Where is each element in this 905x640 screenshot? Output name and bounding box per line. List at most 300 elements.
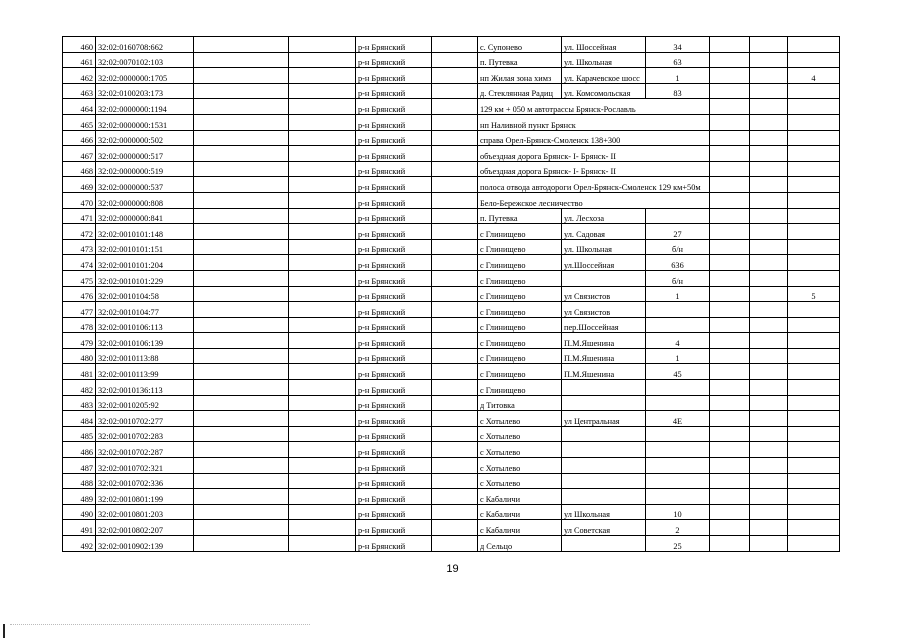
extra-value-cell [788,333,840,349]
house-number-cell: 83 [646,83,710,99]
district-cell: р-н Брянский [356,146,432,162]
location-cell: с Глинищево [478,270,562,286]
empty-cell [289,411,356,427]
house-number-cell [646,473,710,489]
row-number: 479 [63,333,96,349]
street-cell: ул. Комсомольская [562,83,646,99]
cadastral-number: 32:02:0000000:1531 [96,114,194,130]
extra-value-cell [788,520,840,536]
empty-cell [432,473,478,489]
row-number: 466 [63,130,96,146]
empty-cell [194,473,289,489]
table-row [63,208,840,224]
district-cell: р-н Брянский [356,536,432,552]
house-number-cell: 10 [646,504,710,520]
empty-cell [750,52,788,68]
empty-cell [710,504,750,520]
cadastral-number: 32:02:0010106:113 [96,317,194,333]
empty-cell [289,286,356,302]
cadastral-number: 32:02:0000000:502 [96,130,194,146]
location-cell: с. Супонево [478,37,562,53]
house-number-cell [646,395,710,411]
empty-cell [432,177,478,193]
location-cell: Бело-Бережское лесничество [478,192,710,208]
empty-cell [194,208,289,224]
extra-value-cell [788,426,840,442]
empty-cell [289,130,356,146]
street-cell: пер.Шоссейная [562,317,646,333]
cadastral-number: 32:02:0100203:173 [96,83,194,99]
empty-cell [289,302,356,318]
empty-cell [432,146,478,162]
cadastral-number: 32:02:0010101:148 [96,224,194,240]
house-number-cell: 27 [646,224,710,240]
street-cell: ул. Школьная [562,239,646,255]
empty-cell [194,536,289,552]
table-row [63,302,840,318]
table-row [63,426,840,442]
empty-cell [432,520,478,536]
table-row [63,99,840,115]
cadastral-number: 32:02:0010702:283 [96,426,194,442]
extra-value-cell [788,364,840,380]
district-cell: р-н Брянский [356,364,432,380]
district-cell: р-н Брянский [356,208,432,224]
empty-cell [710,333,750,349]
street-cell: ул. Садовая [562,224,646,240]
street-cell: ул.Шоссейная [562,255,646,271]
location-cell: с Глинищево [478,364,562,380]
cadastral-number: 32:02:0160708:662 [96,37,194,53]
district-cell: р-н Брянский [356,52,432,68]
location-cell: с Кабаличи [478,520,562,536]
empty-cell [750,348,788,364]
empty-cell [750,239,788,255]
extra-value-cell [788,114,840,130]
row-number: 461 [63,52,96,68]
location-cell: с Хотылево [478,458,562,474]
location-cell: с Хотылево [478,442,562,458]
empty-cell [289,348,356,364]
empty-cell [289,99,356,115]
empty-cell [750,161,788,177]
empty-cell [710,83,750,99]
empty-cell [194,192,289,208]
table-row [63,348,840,364]
location-cell: с Глинищево [478,317,562,333]
street-cell: П.М.Яшенина [562,364,646,380]
empty-cell [432,114,478,130]
street-cell: П.М.Яшенина [562,333,646,349]
empty-cell [710,161,750,177]
extra-value-cell [788,270,840,286]
cadastral-number: 32:02:0010801:203 [96,504,194,520]
table-row [63,270,840,286]
district-cell: р-н Брянский [356,83,432,99]
empty-cell [432,348,478,364]
house-number-cell [646,426,710,442]
row-number: 462 [63,68,96,84]
street-cell: П.М.Яшенина [562,348,646,364]
location-cell: с Хотылево [478,411,562,427]
district-cell: р-н Брянский [356,270,432,286]
empty-cell [710,473,750,489]
empty-cell [750,270,788,286]
row-number: 487 [63,458,96,474]
empty-cell [432,99,478,115]
house-number-cell: б/н [646,239,710,255]
empty-cell [710,489,750,505]
empty-cell [194,317,289,333]
row-number: 468 [63,161,96,177]
register-rows [63,37,840,552]
empty-cell [432,411,478,427]
district-cell: р-н Брянский [356,255,432,271]
table-row [63,317,840,333]
street-cell: ул. Лесхоза [562,208,646,224]
empty-cell [750,224,788,240]
empty-cell [710,348,750,364]
location-cell: п. Путевка [478,208,562,224]
empty-cell [432,364,478,380]
cadastral-number: 32:02:0010702:277 [96,411,194,427]
empty-cell [710,177,750,193]
empty-cell [194,130,289,146]
cadastral-number: 32:02:0000000:517 [96,146,194,162]
empty-cell [750,426,788,442]
district-cell: р-н Брянский [356,489,432,505]
extra-value-cell [788,442,840,458]
location-cell: с Глинищево [478,239,562,255]
row-number: 483 [63,395,96,411]
empty-cell [750,458,788,474]
extra-value-cell [788,177,840,193]
extra-value-cell [788,37,840,53]
extra-value-cell [788,380,840,396]
district-cell: р-н Брянский [356,161,432,177]
empty-cell [289,364,356,380]
location-cell: полоса отвода автодороги Орел-Брянск-Смоленск 129 км+50м [478,177,710,193]
house-number-cell: 1 [646,348,710,364]
empty-cell [194,99,289,115]
empty-cell [289,317,356,333]
cadastral-number: 32:02:0010106:139 [96,333,194,349]
empty-cell [432,192,478,208]
district-cell: р-н Брянский [356,426,432,442]
row-number: 476 [63,286,96,302]
street-cell: ул Центральная [562,411,646,427]
house-number-cell [646,458,710,474]
house-number-cell [646,442,710,458]
empty-cell [750,83,788,99]
cadastral-number: 32:02:0010702:287 [96,442,194,458]
table-row [63,364,840,380]
table-row [63,395,840,411]
district-cell: р-н Брянский [356,395,432,411]
cadastral-number: 32:02:0010902:139 [96,536,194,552]
location-cell: с Глинищево [478,380,562,396]
empty-cell [432,536,478,552]
row-number: 467 [63,146,96,162]
row-number: 489 [63,489,96,505]
row-number: 471 [63,208,96,224]
empty-cell [194,239,289,255]
empty-cell [289,395,356,411]
cadastral-number: 32:02:0010702:321 [96,458,194,474]
table-row [63,83,840,99]
cadastral-number: 32:02:0070102:103 [96,52,194,68]
row-number: 475 [63,270,96,286]
empty-cell [710,130,750,146]
district-cell: р-н Брянский [356,380,432,396]
district-cell: р-н Брянский [356,286,432,302]
empty-cell [432,489,478,505]
cadastral-number: 32:02:0010101:151 [96,239,194,255]
house-number-cell: 1 [646,286,710,302]
empty-cell [750,177,788,193]
empty-cell [750,114,788,130]
table-row [63,239,840,255]
empty-cell [194,458,289,474]
location-cell: с Кабаличи [478,504,562,520]
empty-cell [750,364,788,380]
table-row [63,68,840,84]
empty-cell [710,192,750,208]
empty-cell [432,37,478,53]
extra-value-cell [788,473,840,489]
empty-cell [750,395,788,411]
empty-cell [432,380,478,396]
district-cell: р-н Брянский [356,520,432,536]
cadastral-number: 32:02:0000000:537 [96,177,194,193]
extra-value-cell [788,348,840,364]
empty-cell [289,114,356,130]
cadastral-number: 32:02:0010101:229 [96,270,194,286]
extra-value-cell [788,239,840,255]
empty-cell [194,270,289,286]
empty-cell [289,255,356,271]
district-cell: р-н Брянский [356,348,432,364]
binding-mark [3,624,5,638]
cadastral-number: 32:02:0000000:1194 [96,99,194,115]
extra-value-cell [788,536,840,552]
table-row [63,161,840,177]
cadastral-number: 32:02:0010136:113 [96,380,194,396]
empty-cell [289,37,356,53]
empty-cell [750,68,788,84]
house-number-cell [646,489,710,505]
empty-cell [432,208,478,224]
empty-cell [750,192,788,208]
empty-cell [194,52,289,68]
extra-value-cell [788,224,840,240]
district-cell: р-н Брянский [356,473,432,489]
empty-cell [432,255,478,271]
empty-cell [194,161,289,177]
street-cell: ул Связистов [562,302,646,318]
empty-cell [750,286,788,302]
location-cell: нп Жилая зона химз [478,68,562,84]
table-row [63,146,840,162]
house-number-cell: 1 [646,68,710,84]
district-cell: р-н Брянский [356,504,432,520]
table-row [63,224,840,240]
extra-value-cell [788,161,840,177]
district-cell: р-н Брянский [356,442,432,458]
cadastral-number: 32:02:0000000:808 [96,192,194,208]
location-cell: с Глинищево [478,333,562,349]
row-number: 492 [63,536,96,552]
street-cell [562,473,646,489]
extra-value-cell [788,208,840,224]
table-row [63,192,840,208]
empty-cell [710,520,750,536]
location-cell: с Хотылево [478,473,562,489]
empty-cell [432,161,478,177]
district-cell: р-н Брянский [356,68,432,84]
row-number: 484 [63,411,96,427]
location-cell: с Хотылево [478,426,562,442]
empty-cell [289,52,356,68]
empty-cell [710,99,750,115]
row-number: 464 [63,99,96,115]
empty-cell [710,224,750,240]
house-number-cell: 4 [646,333,710,349]
empty-cell [750,520,788,536]
street-cell: ул Советская [562,520,646,536]
empty-cell [194,302,289,318]
location-cell: справа Орел-Брянск-Смоленск 138+300 [478,130,710,146]
empty-cell [710,37,750,53]
street-cell: ул. Школьная [562,52,646,68]
empty-cell [289,208,356,224]
empty-cell [750,146,788,162]
house-number-cell [646,317,710,333]
row-number: 477 [63,302,96,318]
location-cell: нп Наливной пункт Брянск [478,114,710,130]
row-number: 465 [63,114,96,130]
empty-cell [194,37,289,53]
empty-cell [710,458,750,474]
street-cell: ул. Шоссейная [562,37,646,53]
empty-cell [289,426,356,442]
empty-cell [710,426,750,442]
table-row [63,286,840,302]
row-number: 482 [63,380,96,396]
empty-cell [194,520,289,536]
street-cell [562,536,646,552]
empty-cell [289,83,356,99]
empty-cell [432,270,478,286]
empty-cell [289,380,356,396]
empty-cell [750,333,788,349]
empty-cell [750,130,788,146]
house-number-cell: 25 [646,536,710,552]
table-row [63,255,840,271]
row-number: 460 [63,37,96,53]
row-number: 485 [63,426,96,442]
district-cell: р-н Брянский [356,317,432,333]
location-cell: д. Стеклянная Радиц [478,83,562,99]
empty-cell [750,208,788,224]
extra-value-cell [788,192,840,208]
empty-cell [289,161,356,177]
street-cell: ул. Карачевское шосс [562,68,646,84]
empty-cell [194,364,289,380]
table-row [63,473,840,489]
extra-value-cell [788,458,840,474]
district-cell: р-н Брянский [356,114,432,130]
district-cell: р-н Брянский [356,224,432,240]
district-cell: р-н Брянский [356,192,432,208]
empty-cell [289,224,356,240]
table-row [63,520,840,536]
location-cell: п. Путевка [478,52,562,68]
table-row [63,37,840,53]
empty-cell [710,208,750,224]
street-cell [562,395,646,411]
district-cell: р-н Брянский [356,99,432,115]
empty-cell [432,130,478,146]
cadastral-number: 32:02:0010801:199 [96,489,194,505]
district-cell: р-н Брянский [356,302,432,318]
district-cell: р-н Брянский [356,458,432,474]
extra-value-cell [788,302,840,318]
empty-cell [432,239,478,255]
empty-cell [710,146,750,162]
empty-cell [432,302,478,318]
empty-cell [194,489,289,505]
empty-cell [710,442,750,458]
empty-cell [289,442,356,458]
row-number: 488 [63,473,96,489]
empty-cell [289,68,356,84]
empty-cell [432,442,478,458]
street-cell: ул Связистов [562,286,646,302]
empty-cell [289,504,356,520]
location-cell: объездная дорога Брянск- I- Брянск- II [478,146,710,162]
row-number: 472 [63,224,96,240]
empty-cell [289,177,356,193]
location-cell: с Глинищево [478,224,562,240]
table-row [63,411,840,427]
empty-cell [432,286,478,302]
row-number: 469 [63,177,96,193]
empty-cell [710,302,750,318]
empty-cell [194,395,289,411]
empty-cell [710,317,750,333]
row-number: 486 [63,442,96,458]
empty-cell [289,333,356,349]
empty-cell [750,255,788,271]
extra-value-cell [788,255,840,271]
district-cell: р-н Брянский [356,333,432,349]
house-number-cell: 4Е [646,411,710,427]
row-number: 470 [63,192,96,208]
empty-cell [289,473,356,489]
empty-cell [710,380,750,396]
street-cell [562,458,646,474]
empty-cell [432,426,478,442]
row-number: 480 [63,348,96,364]
empty-cell [194,83,289,99]
cadastral-number: 32:02:0010113:99 [96,364,194,380]
house-number-cell: 2 [646,520,710,536]
district-cell: р-н Брянский [356,411,432,427]
empty-cell [710,255,750,271]
table-row [63,333,840,349]
empty-cell [194,348,289,364]
